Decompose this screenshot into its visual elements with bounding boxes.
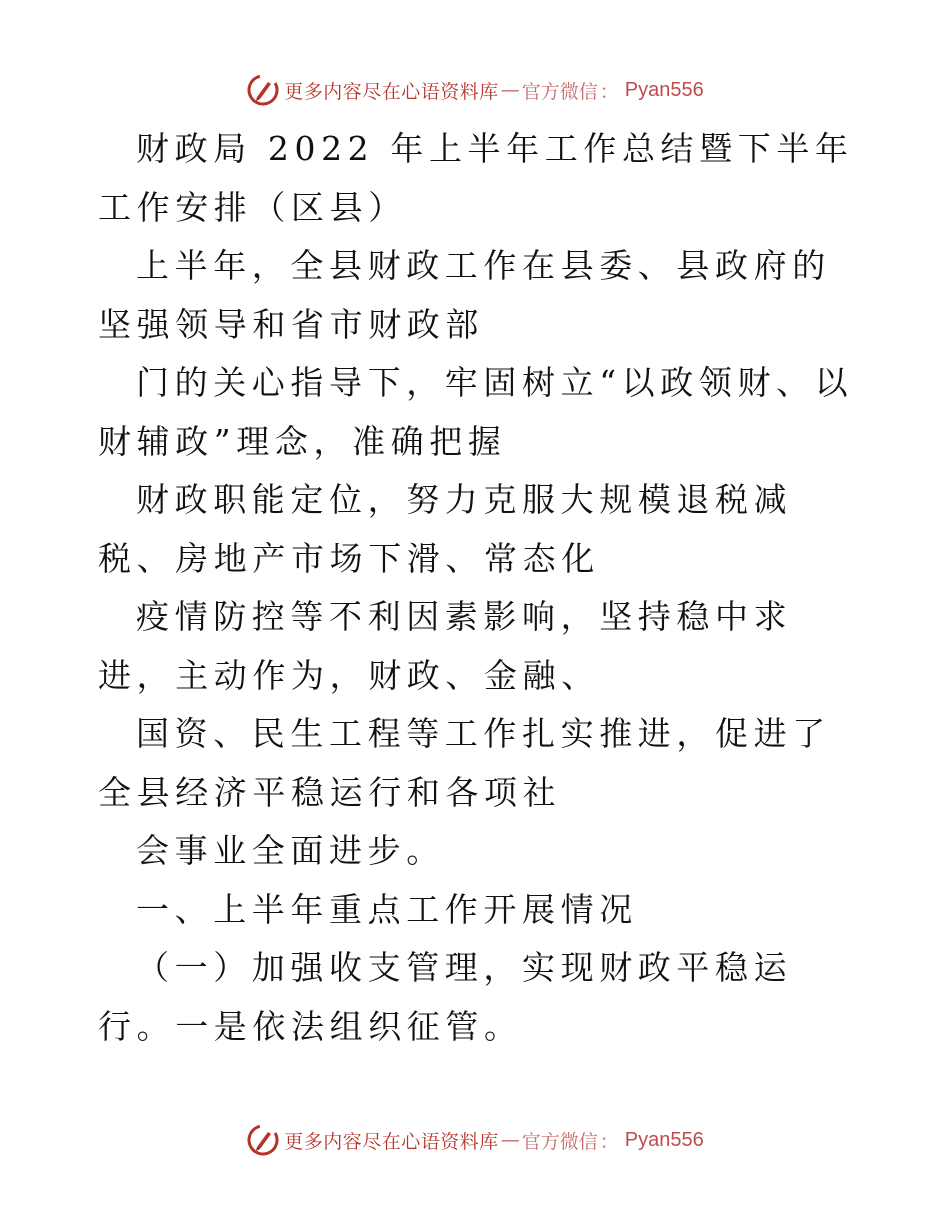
pen-logo-icon (246, 1123, 280, 1157)
watermark-label: 官方微信 (521, 80, 598, 103)
watermark-footer (0, 1120, 950, 1160)
watermark-header (0, 70, 950, 110)
section-heading: 一、上半年重点工作开展情况 (136, 889, 638, 929)
watermark-main-text: 更多内容尽在心语资料库 (284, 80, 499, 103)
watermark-separator: ： (599, 1130, 619, 1153)
paragraph: 上半年，全县财政工作在县委、县政府的坚强领导和省市财政部 (98, 246, 831, 344)
watermark-separator: ： (599, 80, 619, 103)
watermark-label: 官方微信 (521, 1130, 598, 1153)
document-title: 财政局 2022 年上半年工作总结暨下半年工作安排（区县） (98, 129, 854, 227)
paragraph: 国资、民生工程等工作扎实推进，促进了全县经济平稳运行和各项社 (98, 714, 831, 812)
watermark-dash: — (500, 79, 520, 101)
paragraph: 财政职能定位，努力克服大规模退税减税、房地产市场下滑、常态化 (98, 480, 793, 578)
paragraph: 门的关心指导下，牢固树立“以政领财、以财辅政”理念，准确把握 (98, 363, 854, 461)
watermark-wechat-id: Pyan556 (624, 1128, 704, 1151)
watermark-dash: — (500, 1129, 520, 1151)
paragraph: 会事业全面进步。 (136, 831, 445, 870)
paragraph: 疫情防控等不利因素影响，坚持稳中求进，主动作为，财政、金融、 (98, 597, 793, 695)
pen-logo-icon (246, 73, 280, 107)
watermark-main-text: 更多内容尽在心语资料库 (284, 1130, 499, 1153)
watermark-wechat-id: Pyan556 (624, 78, 704, 101)
document-body (98, 120, 858, 1056)
paragraph: （一）加强收支管理，实现财政平稳运行。一是依法组织征管。 (98, 948, 793, 1046)
